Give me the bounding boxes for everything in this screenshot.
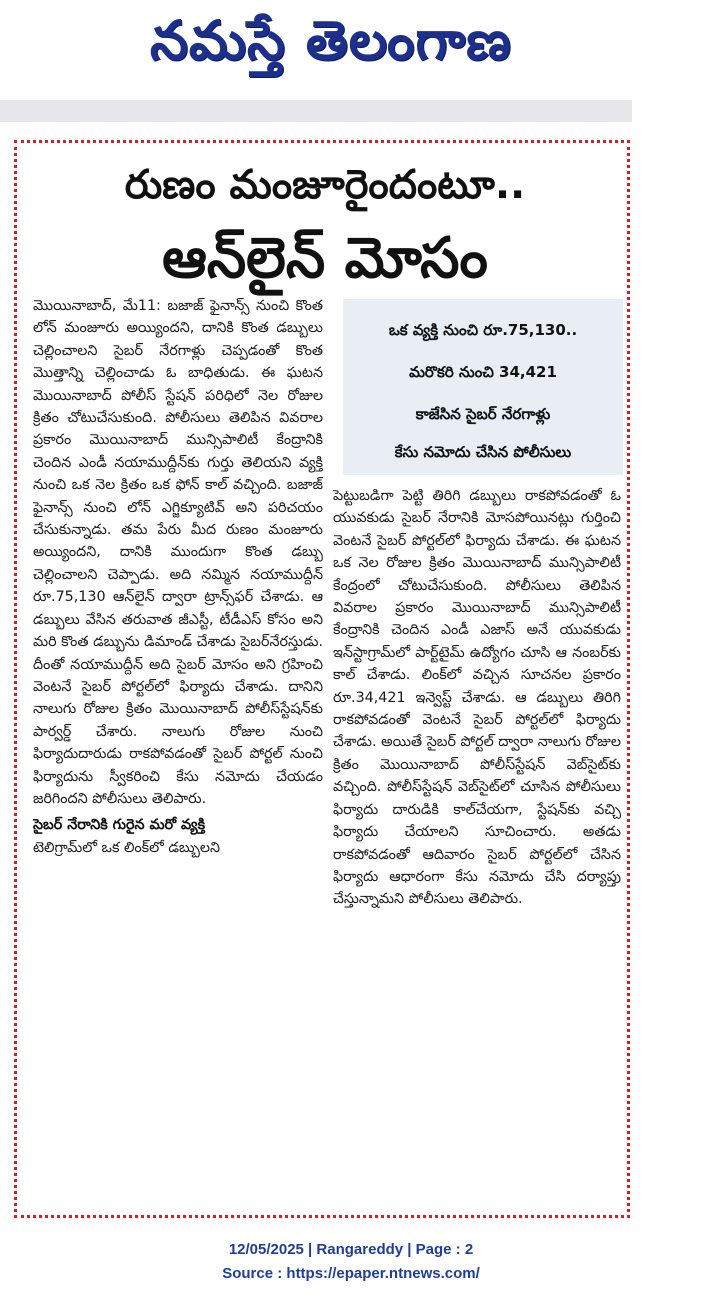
highlight-line: మరొకరి నుంచి 34,421 (409, 363, 557, 381)
masthead (0, 0, 632, 120)
article-paragraph-tail: టెలిగ్రామ్‌లో ఒక లింక్‌లో డబ్బులని (33, 839, 221, 856)
article-paragraph: మొయినాబాద్, మే11: బజాజ్ ఫైనాన్స్ నుంచి కొంత లోన్ మంజూరు అయ్యిందని, దానికి కొంత డబ్బులు చెల్లించాలని సైబర్ నేరగాళ్లు చెప్పడంతో కొంత మొత్తాన్ని చెల్లించాడు ఓ బాధితుడు. ఈ ఘటన మొయినాబాద్ పోలీస్ స్టేషన్ పరిధిలో నెల రోజుల క్రితం చోటుచేసుకుంది. పోలీసులు తెలిపిన వివరాల ప్రకారం మొయినాబాద్ మున్సిపాలిటీ కేంద్రానికి చెందిన ఎండీ నయాముద్దీన్‌కు గుర్తు తెలియని వ్యక్తి నుంచి ఒక నెల క్రితం ఒక ఫోన్ కాల్ వచ్చింది. బజాజ్ ఫైనాన్స్ నుంచి లోన్ ఎగ్జిక్యూటివ్ అని పరిచయం చేసుకున్నాడు. తమ పేరు మీద రుణం మంజూరు అయ్యిందని, దానికి ముందుగా కొంత డబ్బు చెల్లించాలని చెప్పాడు. అది నమ్మిన నయాముద్దీన్ రూ.75,130 ఆన్‌లైన్ ద్వారా ట్రాన్స్‌ఫర్ చేశాడు. ఆ డబ్బులు వేసిన తరువాత జీఎస్టీ, టీడీఎస్ కోసం అని మరి కొంత డబ్బును డిమాండ్ చేశాడు సైబర్‌నేరస్తుడు. దీంతో నయాముద్దీన్ అది సైబర్ మోసం అని గ్రహించి వెంటనే సైబర్ పోర్టల్‌లో ఫిర్యాదు చేశాడు. దానిని నాలుగు రోజుల క్రితం మొయినాబాద్ పోలీస్‌స్టేషన్‌కు పార్వర్డ్ చేశారు. నాలుగు రోజుల నుంచి ఫిర్యాదుదారుడు రాకపోవడంతో సైబర్ పోర్టల్ నుంచి ఫిర్యాదును స్వీకరించి కేసు నమోదు చేయడం జరిగిందని పోలీసులు తెలిపారు. (33, 298, 323, 807)
article-column-right (333, 485, 621, 1195)
article-paragraph: పెట్టుబడిగా పెట్టి తిరిగి డబ్బులు రాకపోవడంతో ఓ యువకుడు సైబర్ నేరానికి మోసపోయినట్లు గుర్తించి వెంటనే సైబర్ పోర్టల్‌లో ఫిర్యాదు చేశాడు. ఈ ఘటన ఒక నెల రోజుల క్రితం మొయినాబాద్ మున్సిపాలిటీ కేంద్రంలో చోటుచేసుకుంది. పోలీసులు తెలిపిన వివరాల ప్రకారం మొయినాబాద్ మున్సిపాలిటీ కేంద్రానికి చెందిన ఎండీ ఎజాస్ అనే యువకుడు ఇన్‌స్టాగ్రామ్‌లో పార్ట్‌టైమ్ ఉద్యోగం చూసి ఆ నంబర్‌కు కాల్ చేశాడు. లింక్‌లో వచ్చిన సూచనల ప్రకారం రూ.34,421 ఇన్వెస్ట్ చేశాడు. ఆ డబ్బులు తిరిగి రాకపోవడంతో వెంటనే సైబర్ పోర్టల్‌లో ఫిర్యాదు చేశాడు. అయితే సైబర్ పోర్టల్ ద్వారా నాలుగు రోజుల క్రితం మొయినాబాద్ పోలీస్‌స్టేషన్ వెబ్‌సైట్‌కు వచ్చింది. పోలీస్‌స్టేషన్ వెబ్‌సైట్‌లో చూసిన పోలీసులు ఫిర్యాదు దారుడికి కాల్‌చేయగా, స్టేషన్‌కు వచ్చి ఫిర్యాదు చేయాలని సూచించారు. అతడు రాకపోవడంతో ఆదివారం సైబర్ పోర్టల్‌లో చేసిన ఫిర్యాదు ఆధారంగా కేసు నమోదు చేసి దర్యాప్తు చేస్తున్నామని పోలీసులు తెలిపారు. (333, 488, 621, 908)
highlight-line: ఒక వ్యక్తి నుంచి రూ.75,130.. (388, 321, 578, 339)
article-column-left (33, 295, 323, 1135)
highlight-line: కాజేసిన సైబర్ నేరగాళ్లు (415, 405, 551, 423)
footer-source-link[interactable]: Source : https://epaper.ntnews.com/ (222, 1265, 480, 1282)
headline-line-1: రుణం మంజూరైందంటూ.. (124, 162, 526, 208)
headline-line-2: ఆన్‌లైన్ మోసం (162, 226, 488, 291)
article-clipping (14, 140, 630, 1218)
footer (0, 1238, 702, 1286)
highlight-line: కేసు నమోదు చేసిన పోలీసులు (394, 443, 572, 461)
highlight-box (343, 299, 623, 475)
masthead-strip (0, 100, 632, 122)
article-subheading: సైబర్ నేరానికి గురైన మరో వ్యక్తి (33, 817, 206, 834)
masthead-title: నమస్తే తెలంగాణ (150, 9, 512, 72)
footer-edition-info: 12/05/2025 | Rangareddy | Page : 2 (228, 1241, 474, 1258)
